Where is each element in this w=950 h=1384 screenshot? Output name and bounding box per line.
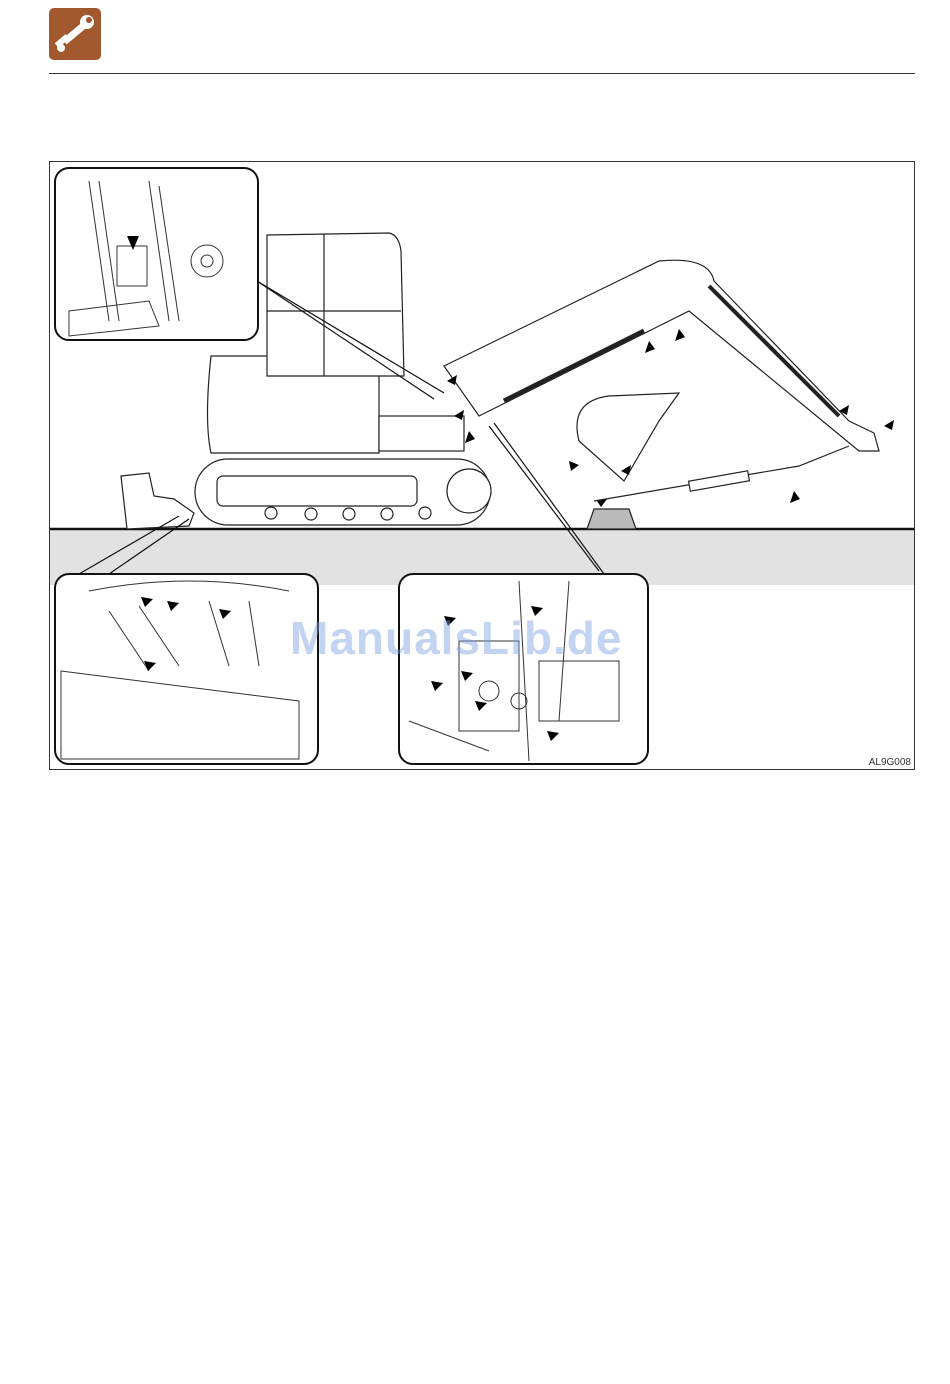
watermark: ManualsLib.de [290, 612, 623, 664]
maintenance-icon [49, 8, 101, 60]
excavator-lubrication-figure [49, 161, 915, 770]
excavator-illustration [49, 161, 915, 770]
header-rule [49, 73, 915, 74]
figure-code: AL9G008 [868, 757, 911, 768]
